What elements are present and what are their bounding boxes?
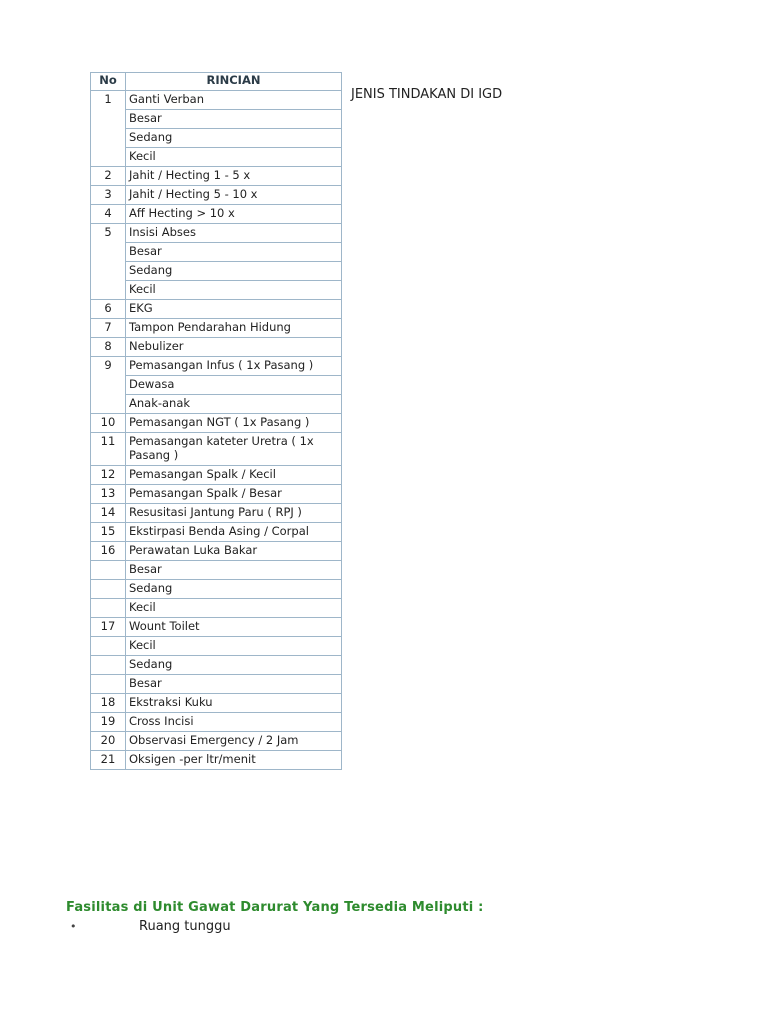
table-row xyxy=(91,433,342,466)
table-header-row xyxy=(91,73,342,91)
table-row xyxy=(91,523,342,542)
table-body xyxy=(91,91,342,770)
row-rincian: Insisi Abses xyxy=(126,224,342,243)
row-rincian: Kecil xyxy=(126,148,342,167)
table-row xyxy=(91,542,342,561)
row-rincian: Observasi Emergency / 2 Jam xyxy=(126,732,342,751)
row-rincian: Dewasa xyxy=(126,376,342,395)
row-rincian: Ekstraksi Kuku xyxy=(126,694,342,713)
table-row xyxy=(91,319,342,338)
row-no: 12 xyxy=(91,466,126,485)
table-row xyxy=(91,129,342,148)
row-no: 7 xyxy=(91,319,126,338)
row-no xyxy=(91,599,126,618)
row-no: 13 xyxy=(91,485,126,504)
row-no xyxy=(91,675,126,694)
row-no: 21 xyxy=(91,751,126,770)
row-rincian: Perawatan Luka Bakar xyxy=(126,542,342,561)
row-rincian: Kecil xyxy=(126,281,342,300)
table-row xyxy=(91,414,342,433)
header-no: No xyxy=(91,73,126,91)
facility-label: Ruang tunggu xyxy=(139,919,231,934)
row-no: 19 xyxy=(91,713,126,732)
table-row xyxy=(91,637,342,656)
table-row xyxy=(91,656,342,675)
row-rincian: Sedang xyxy=(126,129,342,148)
row-rincian: Pemasangan Infus ( 1x Pasang ) xyxy=(126,357,342,376)
row-rincian: Besar xyxy=(126,561,342,580)
row-no xyxy=(91,637,126,656)
table-row xyxy=(91,281,342,300)
table-row xyxy=(91,167,342,186)
row-rincian: Kecil xyxy=(126,637,342,656)
table-row xyxy=(91,243,342,262)
row-rincian: Pemasangan Spalk / Kecil xyxy=(126,466,342,485)
table-row xyxy=(91,675,342,694)
row-no: 5 xyxy=(91,224,126,300)
row-rincian: Pemasangan kateter Uretra ( 1x Pasang ) xyxy=(126,433,342,466)
row-rincian: Ganti Verban xyxy=(126,91,342,110)
facilities-heading: Fasilitas di Unit Gawat Darurat Yang Tersedia Meliputi : xyxy=(66,900,484,915)
row-rincian: Cross Incisi xyxy=(126,713,342,732)
row-no: 3 xyxy=(91,186,126,205)
table-row xyxy=(91,338,342,357)
table-row xyxy=(91,148,342,167)
table-row xyxy=(91,694,342,713)
row-no: 6 xyxy=(91,300,126,319)
row-no: 4 xyxy=(91,205,126,224)
table-row xyxy=(91,205,342,224)
row-rincian: Jahit / Hecting 1 - 5 x xyxy=(126,167,342,186)
row-rincian: Oksigen -per ltr/menit xyxy=(126,751,342,770)
header-rincian: RINCIAN xyxy=(126,73,342,91)
row-rincian: Pemasangan Spalk / Besar xyxy=(126,485,342,504)
row-no: 14 xyxy=(91,504,126,523)
row-no xyxy=(91,580,126,599)
table-row xyxy=(91,504,342,523)
table-row xyxy=(91,395,342,414)
page-title: JENIS TINDAKAN DI IGD xyxy=(351,87,503,102)
row-rincian: Sedang xyxy=(126,580,342,599)
table-row xyxy=(91,732,342,751)
row-no: 18 xyxy=(91,694,126,713)
row-no: 11 xyxy=(91,433,126,466)
row-rincian: Aff Hecting > 10 x xyxy=(126,205,342,224)
bullet-icon: • xyxy=(70,920,77,933)
row-rincian: Kecil xyxy=(126,599,342,618)
row-rincian: Besar xyxy=(126,243,342,262)
row-rincian: Sedang xyxy=(126,262,342,281)
table-row xyxy=(91,485,342,504)
row-rincian: Anak-anak xyxy=(126,395,342,414)
row-rincian: Ekstirpasi Benda Asing / Corpal xyxy=(126,523,342,542)
row-no: 1 xyxy=(91,91,126,167)
table-row xyxy=(91,186,342,205)
row-no: 15 xyxy=(91,523,126,542)
row-rincian: Wount Toilet xyxy=(126,618,342,637)
row-rincian: EKG xyxy=(126,300,342,319)
row-rincian: Besar xyxy=(126,675,342,694)
table-row xyxy=(91,713,342,732)
row-no: 2 xyxy=(91,167,126,186)
table-row xyxy=(91,300,342,319)
row-rincian: Besar xyxy=(126,110,342,129)
row-no: 20 xyxy=(91,732,126,751)
table-row xyxy=(91,466,342,485)
row-no: 8 xyxy=(91,338,126,357)
row-rincian: Tampon Pendarahan Hidung xyxy=(126,319,342,338)
row-no: 10 xyxy=(91,414,126,433)
table-row xyxy=(91,224,342,243)
table-row xyxy=(91,357,342,376)
row-no: 9 xyxy=(91,357,126,414)
table-row xyxy=(91,751,342,770)
table-row xyxy=(91,599,342,618)
tindakan-table xyxy=(90,72,342,770)
row-no: 16 xyxy=(91,542,126,561)
table-row xyxy=(91,580,342,599)
table-row xyxy=(91,91,342,110)
row-rincian: Nebulizer xyxy=(126,338,342,357)
table-row xyxy=(91,110,342,129)
table-row xyxy=(91,561,342,580)
table-row xyxy=(91,618,342,637)
row-no xyxy=(91,656,126,675)
row-rincian: Jahit / Hecting 5 - 10 x xyxy=(126,186,342,205)
row-no xyxy=(91,561,126,580)
row-rincian: Resusitasi Jantung Paru ( RPJ ) xyxy=(126,504,342,523)
table-row xyxy=(91,262,342,281)
row-rincian: Sedang xyxy=(126,656,342,675)
row-no: 17 xyxy=(91,618,126,637)
table-row xyxy=(91,376,342,395)
row-rincian: Pemasangan NGT ( 1x Pasang ) xyxy=(126,414,342,433)
